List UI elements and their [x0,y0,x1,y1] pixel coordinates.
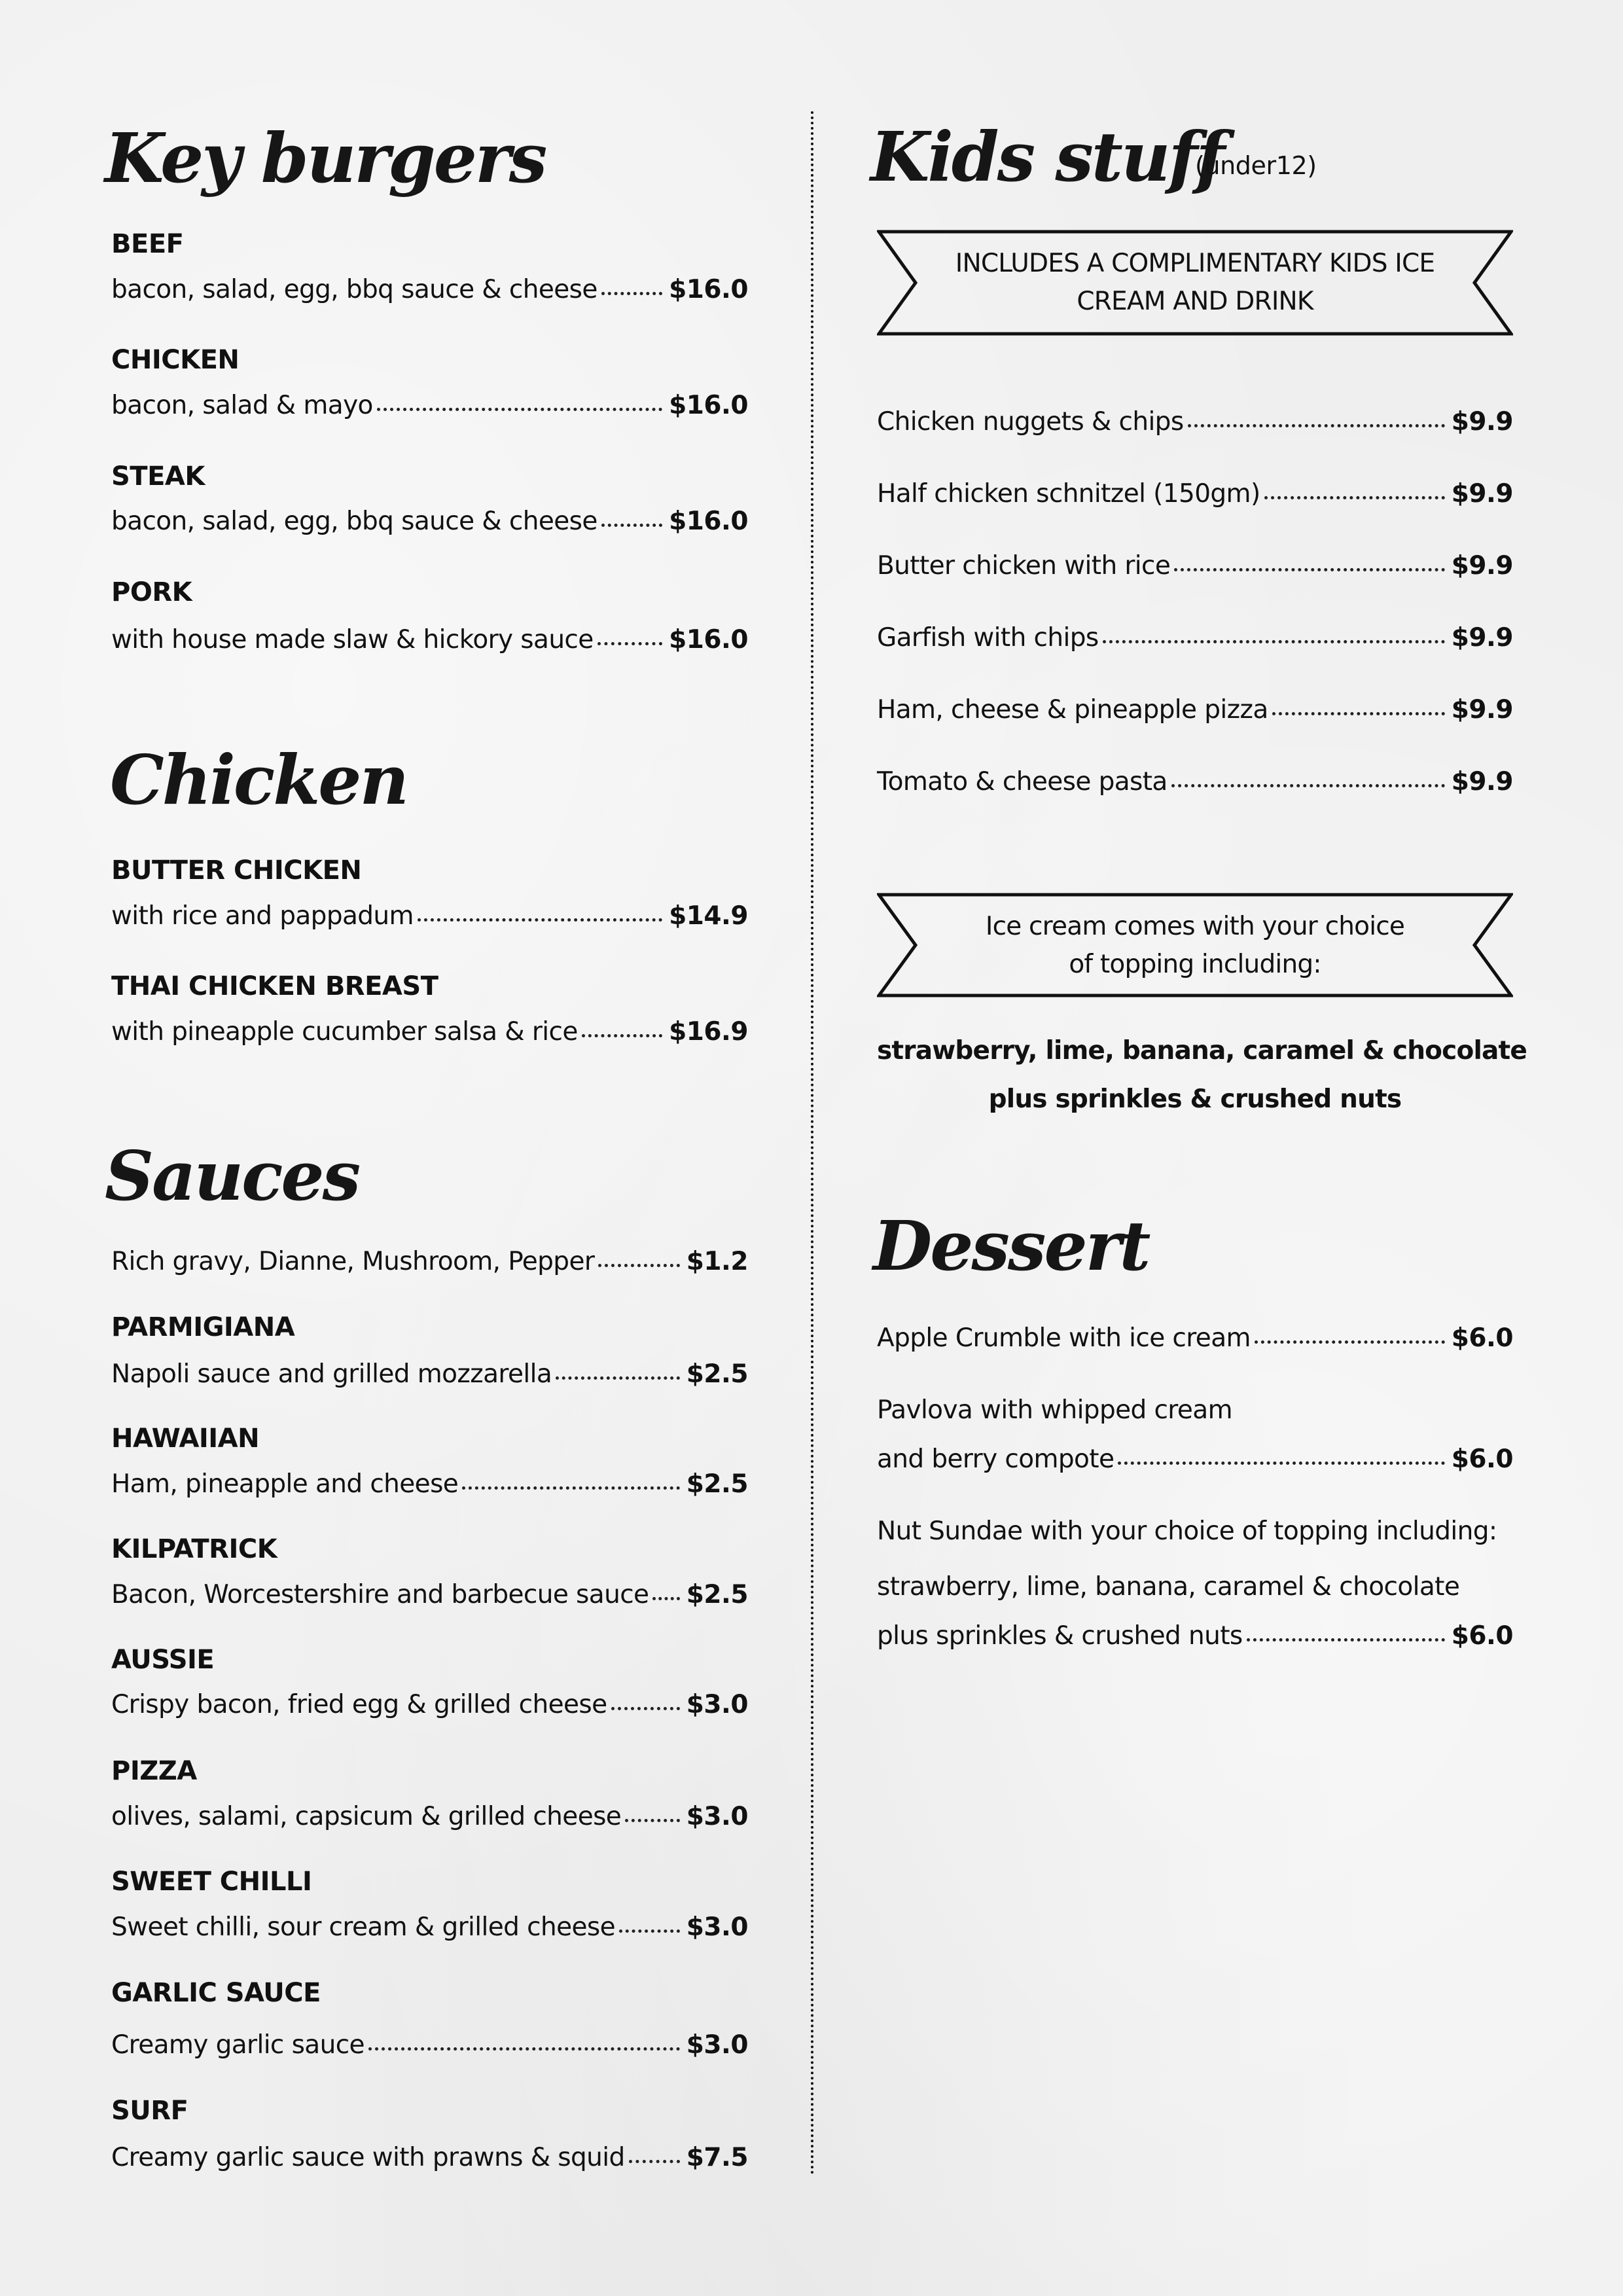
dot-leader [368,2047,680,2051]
dessert-pavlova-line-1: Pavlova with whipped cream [877,1395,1232,1425]
item-name-pork: PORK [111,577,192,607]
item-desc: Ham, pineapple and cheese [111,1469,459,1499]
menu-item-pizza-sauce [111,1804,748,1829]
item-desc: Sweet chilli, sour cream & grilled cheese [111,1912,615,1942]
item-price: $16.0 [669,391,748,420]
dot-leader [1171,784,1445,787]
dot-leader [1255,1340,1445,1344]
dot-leader [597,642,662,645]
item-name-garlic-sauce: GARLIC SAUCE [111,1978,321,2008]
menu-item-beef [111,277,748,302]
kids-complimentary-banner [877,229,1513,336]
menu-item-aussie [111,1692,748,1717]
item-name-chicken: CHICKEN [111,345,240,375]
item-price: $7.5 [686,2143,748,2172]
item-price: $9.9 [1451,695,1513,725]
dessert-item-nut-sundae [877,1623,1513,1649]
dot-leader [1247,1638,1445,1641]
section-title-chicken: Chicken [110,740,408,820]
dot-leader [1188,424,1445,427]
menu-item-sweet-chilli [111,1914,748,1940]
menu-item-hawaiian [111,1471,748,1497]
menu-item-garlic-sauce [111,2032,748,2058]
item-desc: Chicken nuggets & chips [877,407,1184,437]
item-desc: bacon, salad & mayo [111,391,373,420]
item-name-parmigiana: PARMIGIANA [111,1312,295,1342]
kids-age-note: (under12) [1195,151,1317,180]
item-price: $9.9 [1451,551,1513,581]
item-price: $9.9 [1451,623,1513,653]
dot-leader [418,918,662,922]
kids-item-garfish [877,625,1513,651]
item-desc: olives, salami, capsicum & grilled cheese [111,1802,622,1831]
ice-cream-banner [877,892,1513,998]
item-price: $2.5 [686,1580,748,1609]
item-desc: with rice and pappadum [111,901,414,931]
item-desc: bacon, salad, egg, bbq sauce & cheese [111,275,597,304]
dot-leader [601,524,662,527]
item-name-butter-chicken: BUTTER CHICKEN [111,855,362,886]
dot-leader [582,1034,662,1037]
menu-item-kilpatrick [111,1582,748,1607]
dot-leader [1118,1462,1444,1465]
item-desc: bacon, salad, egg, bbq sauce & cheese [111,507,597,536]
dessert-sundae-line-2: strawberry, lime, banana, caramel & chocolate [877,1572,1460,1602]
dot-leader [1103,640,1445,643]
menu-item-thai-chicken-breast [111,1019,748,1045]
dot-leader [652,1597,679,1600]
menu-item-parmigiana [111,1361,748,1387]
item-name-surf: SURF [111,2096,188,2126]
column-divider [811,111,813,2176]
dot-leader [611,1707,680,1710]
item-name-aussie: AUSSIE [111,1645,215,1675]
menu-item-butter-chicken [111,903,748,929]
dessert-item-apple-crumble [877,1325,1513,1351]
menu-item-surf [111,2145,748,2170]
dot-leader [462,1486,680,1490]
item-name-steak: STEAK [111,461,205,492]
item-desc: plus sprinkles & crushed nuts [877,1621,1243,1651]
item-desc: Creamy garlic sauce with prawns & squid [111,2143,625,2172]
item-price: $16.0 [669,275,748,304]
item-desc: Apple Crumble with ice cream [877,1323,1251,1353]
toppings-line-1: strawberry, lime, banana, caramel & chocolate [877,1036,1527,1066]
menu-item-basic-sauces [111,1249,748,1274]
item-name-hawaiian: HAWAIIAN [111,1424,260,1454]
menu-item-chicken-burger [111,393,748,418]
item-desc: Rich gravy, Dianne, Mushroom, Pepper [111,1247,595,1276]
item-name-kilpatrick: KILPATRICK [111,1534,277,1564]
item-price: $3.0 [686,2030,748,2060]
dot-leader [598,1264,679,1267]
banner-line-2: of topping including: [1069,950,1321,979]
dot-leader [1272,712,1445,715]
item-price: $14.9 [669,901,748,931]
item-price: $3.0 [686,1802,748,1831]
item-desc: Half chicken schnitzel (150gm) [877,479,1260,509]
item-price: $2.5 [686,1359,748,1389]
item-price: $1.2 [686,1247,748,1276]
item-price: $6.0 [1451,1621,1513,1651]
item-price: $6.0 [1451,1444,1513,1474]
dot-leader [619,1929,680,1933]
dot-leader [1264,496,1445,499]
dot-leader [556,1376,680,1380]
section-title-key-burgers: Key burgers [105,118,546,198]
item-desc: Garfish with chips [877,623,1099,653]
item-desc: and berry compote [877,1444,1115,1474]
kids-item-schnitzel [877,481,1513,507]
item-desc: Bacon, Worcestershire and barbecue sauce [111,1580,649,1609]
item-price: $9.9 [1451,407,1513,437]
dot-leader [601,292,662,295]
banner-line-1: INCLUDES A COMPLIMENTARY KIDS ICE [955,249,1435,278]
item-desc: Creamy garlic sauce [111,2030,365,2060]
dot-leader [625,1819,680,1822]
dot-leader [629,2160,680,2163]
kids-item-butter-chicken [877,553,1513,579]
section-title-dessert: Dessert [873,1206,1149,1286]
menu-item-pork [111,627,748,653]
item-desc: with pineapple cucumber salsa & rice [111,1017,578,1047]
item-price: $2.5 [686,1469,748,1499]
banner-line-2: CREAM AND DRINK [1077,287,1313,316]
item-price: $16.9 [669,1017,748,1047]
item-desc: Crispy bacon, fried egg & grilled cheese [111,1690,607,1719]
section-title-kids-stuff: Kids stuff [870,117,1224,197]
item-price: $9.9 [1451,479,1513,509]
item-desc: Butter chicken with rice [877,551,1171,581]
dot-leader [377,408,662,411]
item-price: $16.0 [669,507,748,536]
dot-leader [1174,568,1444,571]
kids-item-nuggets [877,409,1513,435]
item-price: $3.0 [686,1690,748,1719]
item-price: $16.0 [669,625,748,655]
toppings-line-2: plus sprinkles & crushed nuts [988,1085,1402,1114]
item-desc: Ham, cheese & pineapple pizza [877,695,1268,725]
item-name-beef: BEEF [111,229,184,259]
kids-item-pasta [877,769,1513,795]
kids-item-pizza [877,697,1513,723]
item-price: $3.0 [686,1912,748,1942]
item-desc: Napoli sauce and grilled mozzarella [111,1359,552,1389]
section-title-sauces: Sauces [105,1136,359,1216]
item-name-pizza: PIZZA [111,1756,197,1786]
menu-item-steak [111,509,748,534]
item-name-sweet-chilli: SWEET CHILLI [111,1867,312,1897]
item-desc: with house made slaw & hickory sauce [111,625,594,655]
dessert-sundae-line-1: Nut Sundae with your choice of topping including: [877,1516,1497,1546]
item-desc: Tomato & cheese pasta [877,767,1168,797]
item-name-thai-chicken-breast: THAI CHICKEN BREAST [111,971,438,1001]
banner-line-1: Ice cream comes with your choice [985,912,1405,941]
item-price: $9.9 [1451,767,1513,797]
item-price: $6.0 [1451,1323,1513,1353]
dessert-item-pavlova [877,1446,1513,1472]
